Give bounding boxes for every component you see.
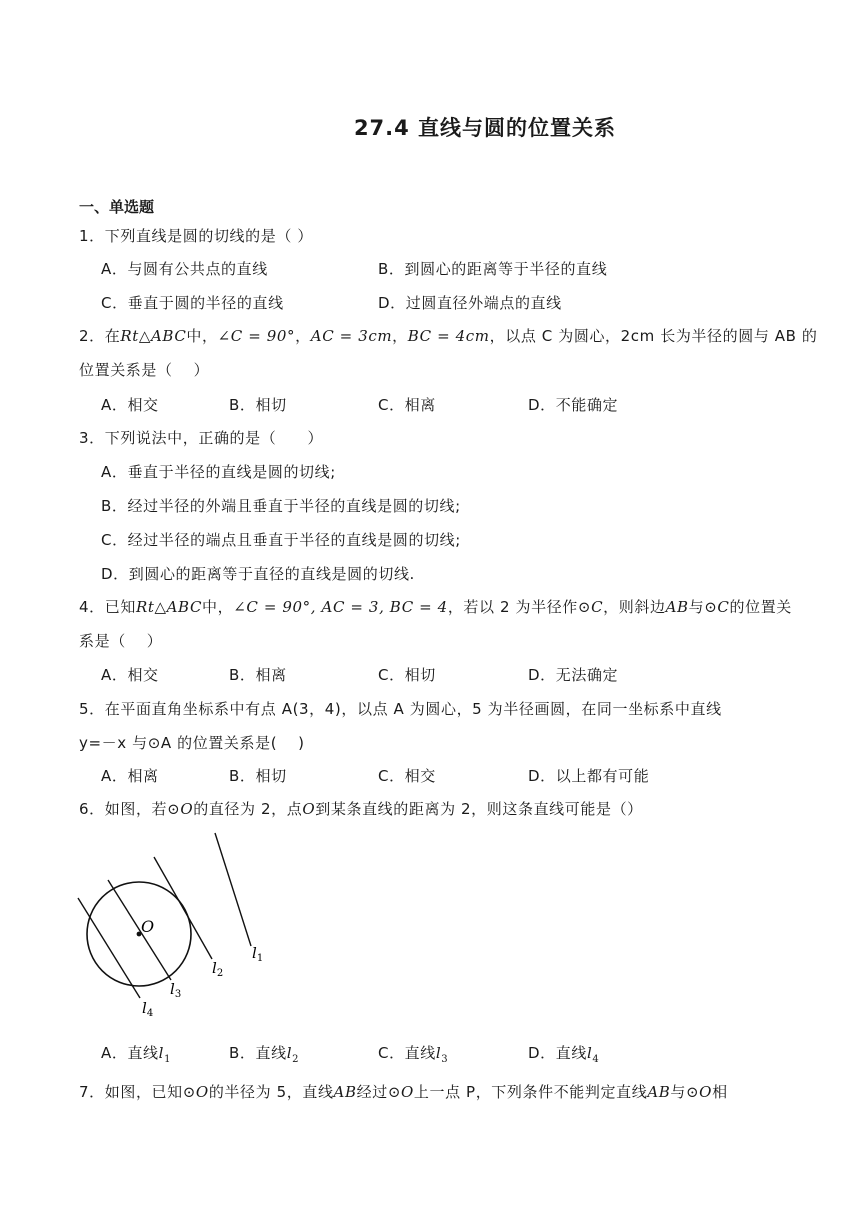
q2-text: 2．在: [79, 327, 121, 345]
q6-option-sub: 1: [164, 1054, 172, 1065]
question-1-option-c: C．垂直于圆的半径的直线: [101, 294, 284, 312]
q6-option-l: l: [586, 1044, 593, 1062]
line-l3-label: $l_3$: [170, 980, 182, 1000]
q7-text: 相: [712, 1083, 728, 1101]
question-3-option-b: B．经过半径的外端且垂直于半径的直线是圆的切线;: [101, 497, 461, 515]
question-3-stem: 3．下列说法中，正确的是（ ）: [79, 429, 324, 447]
q6-text: 的直径为 2，点: [193, 800, 303, 818]
q6-option-text: D．直线: [528, 1044, 587, 1062]
line-l2-label: $l_2$: [212, 959, 224, 979]
q7-circle-o: ⊙O: [685, 1083, 713, 1101]
question-4-option-c: C．相切: [378, 666, 436, 684]
question-1-stem: 1．下列直线是圆的切线的是（ ）: [79, 227, 313, 245]
q7-text: 上一点 P，下列条件不能判定直线: [413, 1083, 648, 1101]
question-5-stem-cont: y=－x 与⊙A 的位置关系是( ): [79, 734, 305, 752]
question-4-option-d: D．无法确定: [528, 666, 619, 684]
line-l4: [78, 898, 140, 998]
q6-option-text: C．直线: [378, 1044, 436, 1062]
question-5-option-d: D．以上都有可能: [528, 767, 650, 785]
q6-option-text: A．直线: [101, 1044, 159, 1062]
q6-option-l: l: [158, 1044, 165, 1062]
question-3-option-d: D．到圆心的距离等于直径的直线是圆的切线.: [101, 565, 415, 583]
page-title: 27.4 直线与圆的位置关系: [353, 116, 617, 140]
question-7-stem: [79, 1081, 728, 1102]
line-l4-label: $l_4$: [142, 999, 154, 1019]
question-2-option-d: D．不能确定: [528, 396, 619, 414]
q2-ac: AC = 3cm: [310, 327, 393, 345]
question-1-option-a: A．与圆有公共点的直线: [101, 260, 268, 278]
q6-text: 到某条直线的距离为 2，则这条直线可能是（）: [315, 800, 643, 818]
question-6-option-a: [101, 1042, 171, 1065]
q6-point-o: O: [302, 800, 316, 818]
q2-text: ，以点 C 为圆心，2cm 长为半径的圆与 AB 的: [489, 327, 818, 345]
question-2-option-b: B．相切: [229, 396, 287, 414]
question-3-option-a: A．垂直于半径的直线是圆的切线;: [101, 463, 336, 481]
q6-option-text: B．直线: [229, 1044, 287, 1062]
q7-circle-o: ⊙O: [182, 1083, 209, 1101]
q6-option-sub: 4: [592, 1054, 600, 1065]
q2-bc: BC = 4cm: [407, 327, 490, 345]
q7-circle-o: ⊙O: [387, 1083, 414, 1101]
q7-ab: AB: [647, 1083, 671, 1101]
line-l1: [215, 833, 251, 946]
q4-text: 中，: [202, 598, 234, 616]
q2-triangle: Rt△ABC: [120, 327, 187, 345]
q7-text: 与: [670, 1083, 686, 1101]
question-1-option-b: B．到圆心的距离等于半径的直线: [378, 260, 608, 278]
q4-text: 4．已知: [79, 598, 136, 616]
question-3-option-c: C．经过半径的端点且垂直于半径的直线是圆的切线;: [101, 531, 461, 549]
q7-text: 7．如图，已知: [79, 1083, 183, 1101]
q2-text: ，: [295, 327, 311, 345]
q4-text: 与: [688, 598, 705, 616]
question-6-option-c: [378, 1042, 448, 1065]
line-l1-label: $l_1$: [252, 944, 264, 964]
q7-text: 经过: [356, 1083, 388, 1101]
line-l2: [154, 857, 212, 959]
q2-text: ，: [392, 327, 408, 345]
q4-triangle: Rt△ABC: [135, 598, 203, 616]
q4-circle-c: ⊙C: [577, 598, 604, 616]
line-l3: [108, 880, 171, 980]
question-2-stem-cont: 位置关系是（ ）: [79, 361, 210, 379]
q6-circle-o: ⊙O: [167, 800, 194, 818]
q4-text: ，若以 2 为半径作: [447, 598, 578, 616]
question-6-option-b: [229, 1042, 299, 1065]
q7-ab: AB: [333, 1083, 357, 1101]
question-4-option-a: A．相交: [101, 666, 159, 684]
q6-text: 6．如图，若: [79, 800, 168, 818]
q2-text: 中，: [186, 327, 218, 345]
question-2-option-c: C．相离: [378, 396, 436, 414]
question-4-option-b: B．相离: [229, 666, 287, 684]
q4-circle-c: ⊙C: [704, 598, 730, 616]
q4-text: 的位置关: [729, 598, 792, 616]
q4-text: ，则斜边: [603, 598, 666, 616]
question-5-option-a: A．相离: [101, 767, 159, 785]
question-5-option-c: C．相交: [378, 767, 436, 785]
q2-angle: ∠C = 90°: [217, 327, 296, 345]
q7-text: 的半径为 5，直线: [208, 1083, 334, 1101]
q4-conditions: ∠C = 90°, AC = 3, BC = 4: [233, 598, 448, 616]
question-6-option-d: [528, 1042, 599, 1065]
question-5-stem: 5．在平面直角坐标系中有点 A(3，4)，以点 A 为圆心，5 为半径画圆，在同一坐标系中直线: [79, 700, 722, 718]
q6-option-sub: 2: [292, 1054, 300, 1065]
question-4-stem-cont: 系是（ ）: [79, 632, 163, 650]
q6-option-l: l: [435, 1044, 442, 1062]
question-2-option-a: A．相交: [101, 396, 159, 414]
question-5-option-b: B．相切: [229, 767, 287, 785]
q4-ab: AB: [665, 598, 689, 616]
center-label: O: [141, 917, 155, 936]
section-heading: 一、单选题: [79, 198, 155, 216]
question-1-option-d: D．过圆直径外端点的直线: [378, 294, 562, 312]
q6-option-sub: 3: [441, 1054, 449, 1065]
q6-option-l: l: [286, 1044, 293, 1062]
